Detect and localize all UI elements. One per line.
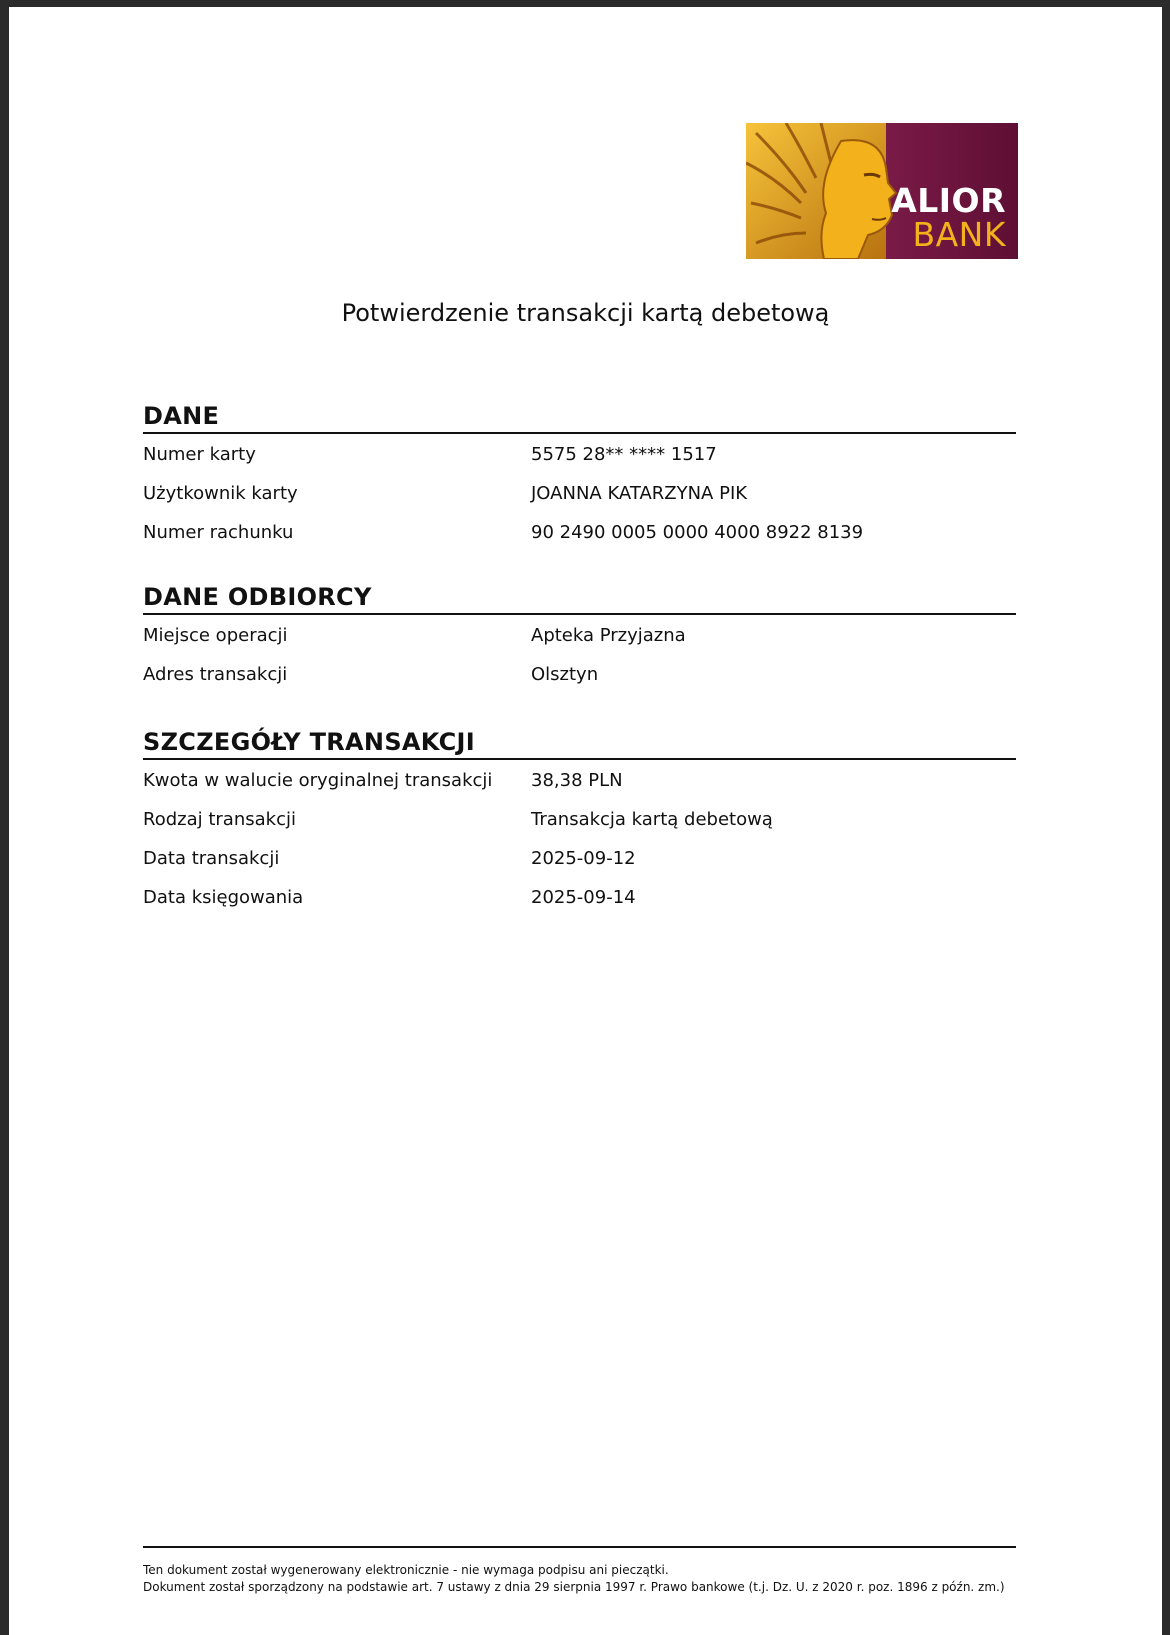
row-value: 90 2490 0005 0000 4000 8922 8139 bbox=[531, 522, 864, 543]
row-label: Rodzaj transakcji bbox=[143, 809, 296, 830]
row-label: Miejsce operacji bbox=[143, 625, 288, 646]
section-heading: DANE bbox=[143, 402, 1016, 434]
section-heading: SZCZEGÓŁY TRANSAKCJI bbox=[143, 728, 1016, 760]
row-miejsce-operacji bbox=[143, 615, 1016, 654]
footer-line-1: Ten dokument został wygenerowany elektronicznie - nie wymaga podpisu ani pieczątki. bbox=[143, 1563, 669, 1577]
row-value: 2025-09-14 bbox=[531, 887, 636, 908]
row-label: Data transakcji bbox=[143, 848, 280, 869]
row-rodzaj-transakcji bbox=[143, 799, 1016, 838]
row-adres-transakcji bbox=[143, 654, 1016, 693]
row-label: Adres transakcji bbox=[143, 664, 288, 685]
row-uzytkownik-karty bbox=[143, 473, 1016, 512]
row-value: 2025-09-12 bbox=[531, 848, 636, 869]
row-numer-karty bbox=[143, 434, 1016, 473]
row-label: Użytkownik karty bbox=[143, 483, 298, 504]
row-numer-rachunku bbox=[143, 512, 1016, 551]
document-page bbox=[9, 7, 1162, 1635]
row-value: Transakcja kartą debetową bbox=[531, 809, 773, 830]
row-label: Numer karty bbox=[143, 444, 256, 465]
section-heading: DANE ODBIORCY bbox=[143, 583, 1016, 615]
logo-word-bank: BANK bbox=[912, 215, 1006, 254]
footer-note bbox=[143, 1562, 1043, 1596]
section-dane-odbiorcy bbox=[143, 583, 1016, 693]
row-value: Apteka Przyjazna bbox=[531, 625, 686, 646]
footer-divider bbox=[143, 1546, 1016, 1548]
footer-line-2: Dokument został sporządzony na podstawie art. 7 ustawy z dnia 29 sierpnia 1997 r. Prawo bankowe (t.j. Dz. U. z 2020 r. poz. 1896 z późn. zm.) bbox=[143, 1580, 1005, 1594]
row-value: Olsztyn bbox=[531, 664, 599, 685]
row-value: 5575 28** **** 1517 bbox=[531, 444, 717, 465]
row-data-ksiegowania bbox=[143, 877, 1016, 916]
section-szczegoly-transakcji bbox=[143, 728, 1016, 916]
alior-bank-logo bbox=[746, 123, 1018, 259]
row-label: Data księgowania bbox=[143, 887, 304, 908]
row-kwota bbox=[143, 760, 1016, 799]
row-data-transakcji bbox=[143, 838, 1016, 877]
section-dane bbox=[143, 402, 1016, 551]
row-value: JOANNA KATARZYNA PIK bbox=[531, 483, 748, 504]
logo-word-alior: ALIOR bbox=[891, 181, 1006, 220]
row-value: 38,38 PLN bbox=[531, 770, 623, 791]
row-label: Numer rachunku bbox=[143, 522, 294, 543]
row-label: Kwota w walucie oryginalnej transakcji bbox=[143, 770, 493, 791]
document-title: Potwierdzenie transakcji kartą debetową bbox=[341, 299, 830, 327]
